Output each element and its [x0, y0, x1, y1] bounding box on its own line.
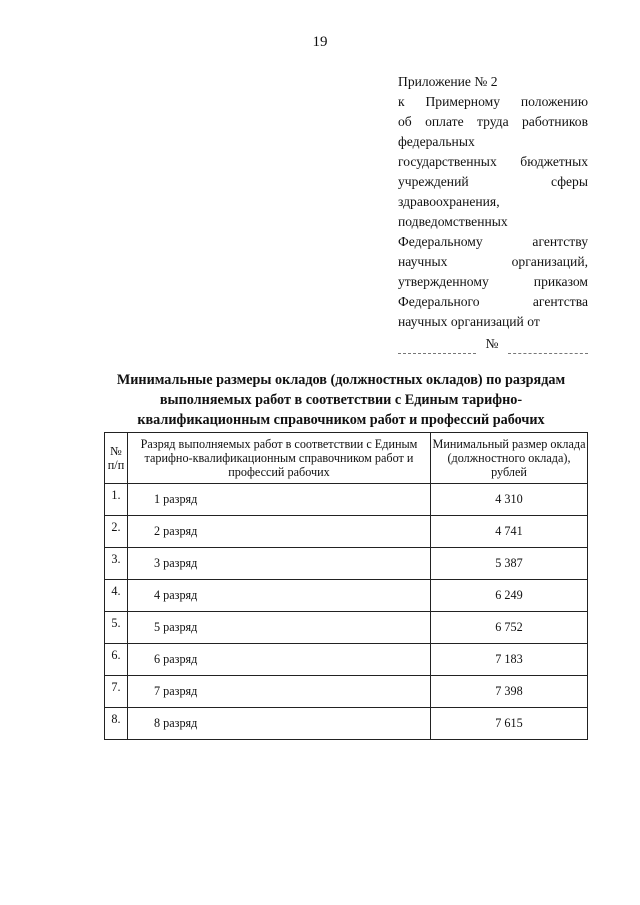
row-salary: 4 310 [431, 484, 588, 516]
appendix-line: подведомственных [398, 214, 508, 229]
row-grade: 1 разряд [128, 484, 431, 516]
row-salary: 6 249 [431, 580, 588, 612]
appendix-line: Приложение № 2 [398, 74, 498, 89]
table-row [105, 612, 588, 644]
row-grade: 5 разряд [128, 612, 431, 644]
row-number: 2. [105, 516, 128, 548]
number-sign: № [485, 336, 499, 351]
appendix-line: федеральных [398, 134, 475, 149]
table-row [105, 484, 588, 516]
row-salary: 7 183 [431, 644, 588, 676]
appendix-line: здравоохранения, [398, 194, 500, 209]
row-salary: 7 398 [431, 676, 588, 708]
header-grade: Разряд выполняемых работ в соответствии с Единым тарифно-квалификационным справочником работ и профессий рабочих [128, 433, 431, 484]
appendix-line: об оплате труда работников [398, 114, 588, 129]
appendix-block [398, 72, 588, 354]
appendix-line: государственных бюджетных [398, 154, 588, 169]
table-row [105, 580, 588, 612]
row-number: 6. [105, 644, 128, 676]
table-row [105, 516, 588, 548]
row-grade: 7 разряд [128, 676, 431, 708]
table-header-row [105, 433, 588, 484]
salary-table [104, 432, 588, 740]
row-number: 8. [105, 708, 128, 740]
row-grade: 3 разряд [128, 548, 431, 580]
table-row [105, 644, 588, 676]
appendix-line: Федерального агентства [398, 294, 588, 309]
appendix-line: научных организаций, [398, 254, 588, 269]
appendix-line: к Примерному положению [398, 94, 588, 109]
appendix-line: Федеральному агентству [398, 234, 588, 249]
row-number: 4. [105, 580, 128, 612]
row-salary: 7 615 [431, 708, 588, 740]
row-number: 1. [105, 484, 128, 516]
order-number-blank [508, 341, 588, 354]
row-grade: 8 разряд [128, 708, 431, 740]
header-number: № п/п [105, 433, 128, 484]
appendix-line: учреждений сферы [398, 174, 588, 189]
page-number: 19 [312, 34, 328, 50]
row-number: 3. [105, 548, 128, 580]
row-grade: 6 разряд [128, 644, 431, 676]
row-salary: 4 741 [431, 516, 588, 548]
row-grade: 2 разряд [128, 516, 431, 548]
appendix-line: утвержденному приказом [398, 274, 588, 289]
header-salary: Минимальный размер оклада (должностного оклада), рублей [431, 433, 588, 484]
table-row [105, 548, 588, 580]
row-number: 5. [105, 612, 128, 644]
row-salary: 5 387 [431, 548, 588, 580]
document-title: Минимальные размеры окладов (должностных окладов) по разрядам выполняемых работ в соответствии с Единым тарифно-квалификационным справочником работ и профессий рабочих [116, 372, 566, 428]
table-row [105, 676, 588, 708]
appendix-line: научных организаций от [398, 314, 540, 329]
order-date-number-line [398, 334, 588, 354]
order-date-blank [398, 341, 476, 354]
row-grade: 4 разряд [128, 580, 431, 612]
row-salary: 6 752 [431, 612, 588, 644]
row-number: 7. [105, 676, 128, 708]
table-row [105, 708, 588, 740]
